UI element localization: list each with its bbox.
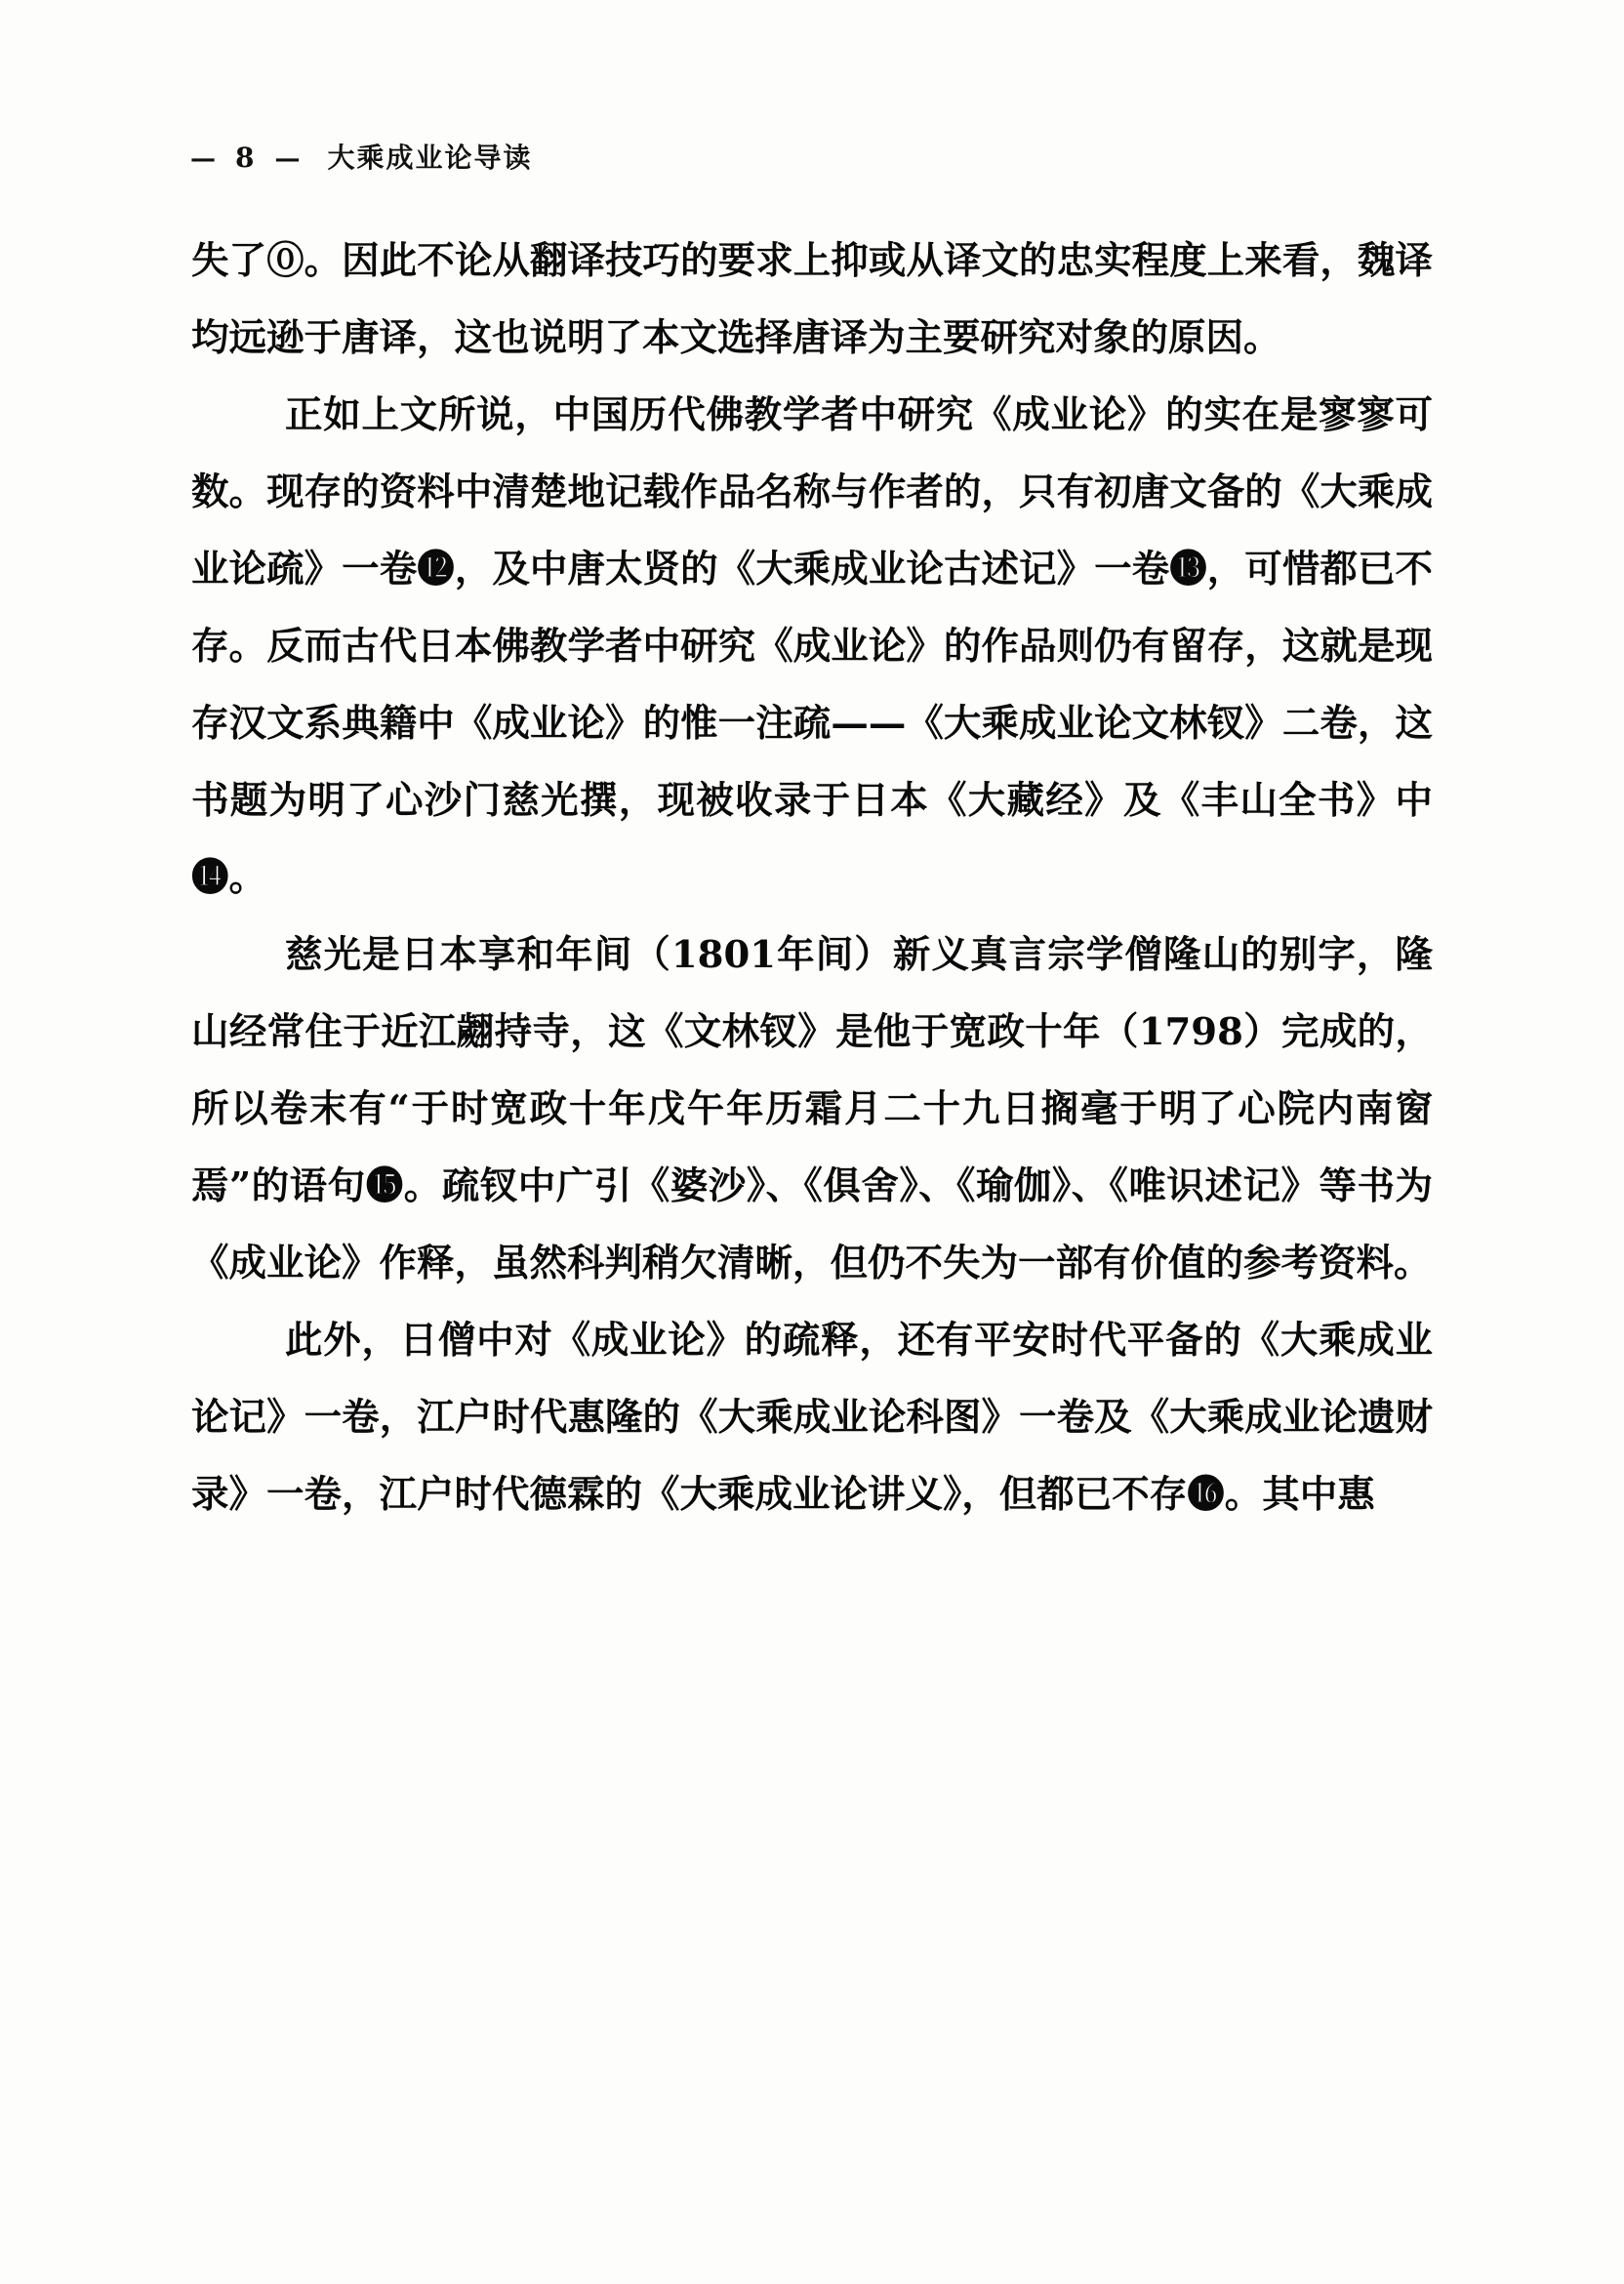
header-left-dash: — xyxy=(190,144,216,174)
body-text xyxy=(191,223,1433,1533)
paragraph: 正如上文所说，中国历代佛教学者中研究《成业论》的实在是寥寥可数。现存的资料中清楚地记载作品名称与作者的，只有初唐文备的《大乘成业论疏》一卷⓬，及中唐太贤的《大乘成业论古述记》一卷⓭，可惜都已不存。反而古代日本佛教学者中研究《成业论》的作品则仍有留存，这就是现存汉文系典籍中《成业论》的惟一注疏——《大乘成业论文林钗》二卷，这书题为明了心沙门慈光撰，现被收录于日本《大藏经》及《丰山全书》中⓮。 xyxy=(191,393,1433,900)
page-number: 8 xyxy=(235,142,256,174)
paragraph: 此外，日僧中对《成业论》的疏释，还有平安时代平备的《大乘成业论记》一卷，江户时代惠隆的《大乘成业论科图》一卷及《大乘成业论遗财录》一卷，江户时代德霖的《大乘成业论讲义》，但都已不存⓰。其中惠 xyxy=(191,1319,1433,1517)
header-right-dash: — xyxy=(274,144,301,174)
page-header xyxy=(190,137,533,176)
paragraph: 慈光是日本享和年间（1801年间）新义真言宗学僧隆山的别字，隆山经常住于近江翽持寺，这《文林钗》是他于宽政十年（1798）完成的，所以卷末有“于时宽政十年戊午年历霜月二十九日搁毫于明了心院内南窗焉”的语句⓯。疏钗中广引《婆沙》、《俱舍》、《瑜伽》、《唯识述记》等书为《成业论》作释，虽然科判稍欠清晰，但仍不失为一部有价值的参考资料。 xyxy=(191,933,1433,1285)
running-title: 大乘成业论导读 xyxy=(327,142,533,174)
paragraph: 失了⓪。因此不论从翻译技巧的要求上抑或从译文的忠实程度上来看，魏译均远逊于唐译，这也说明了本文选择唐译为主要研究对象的原因。 xyxy=(191,239,1433,360)
